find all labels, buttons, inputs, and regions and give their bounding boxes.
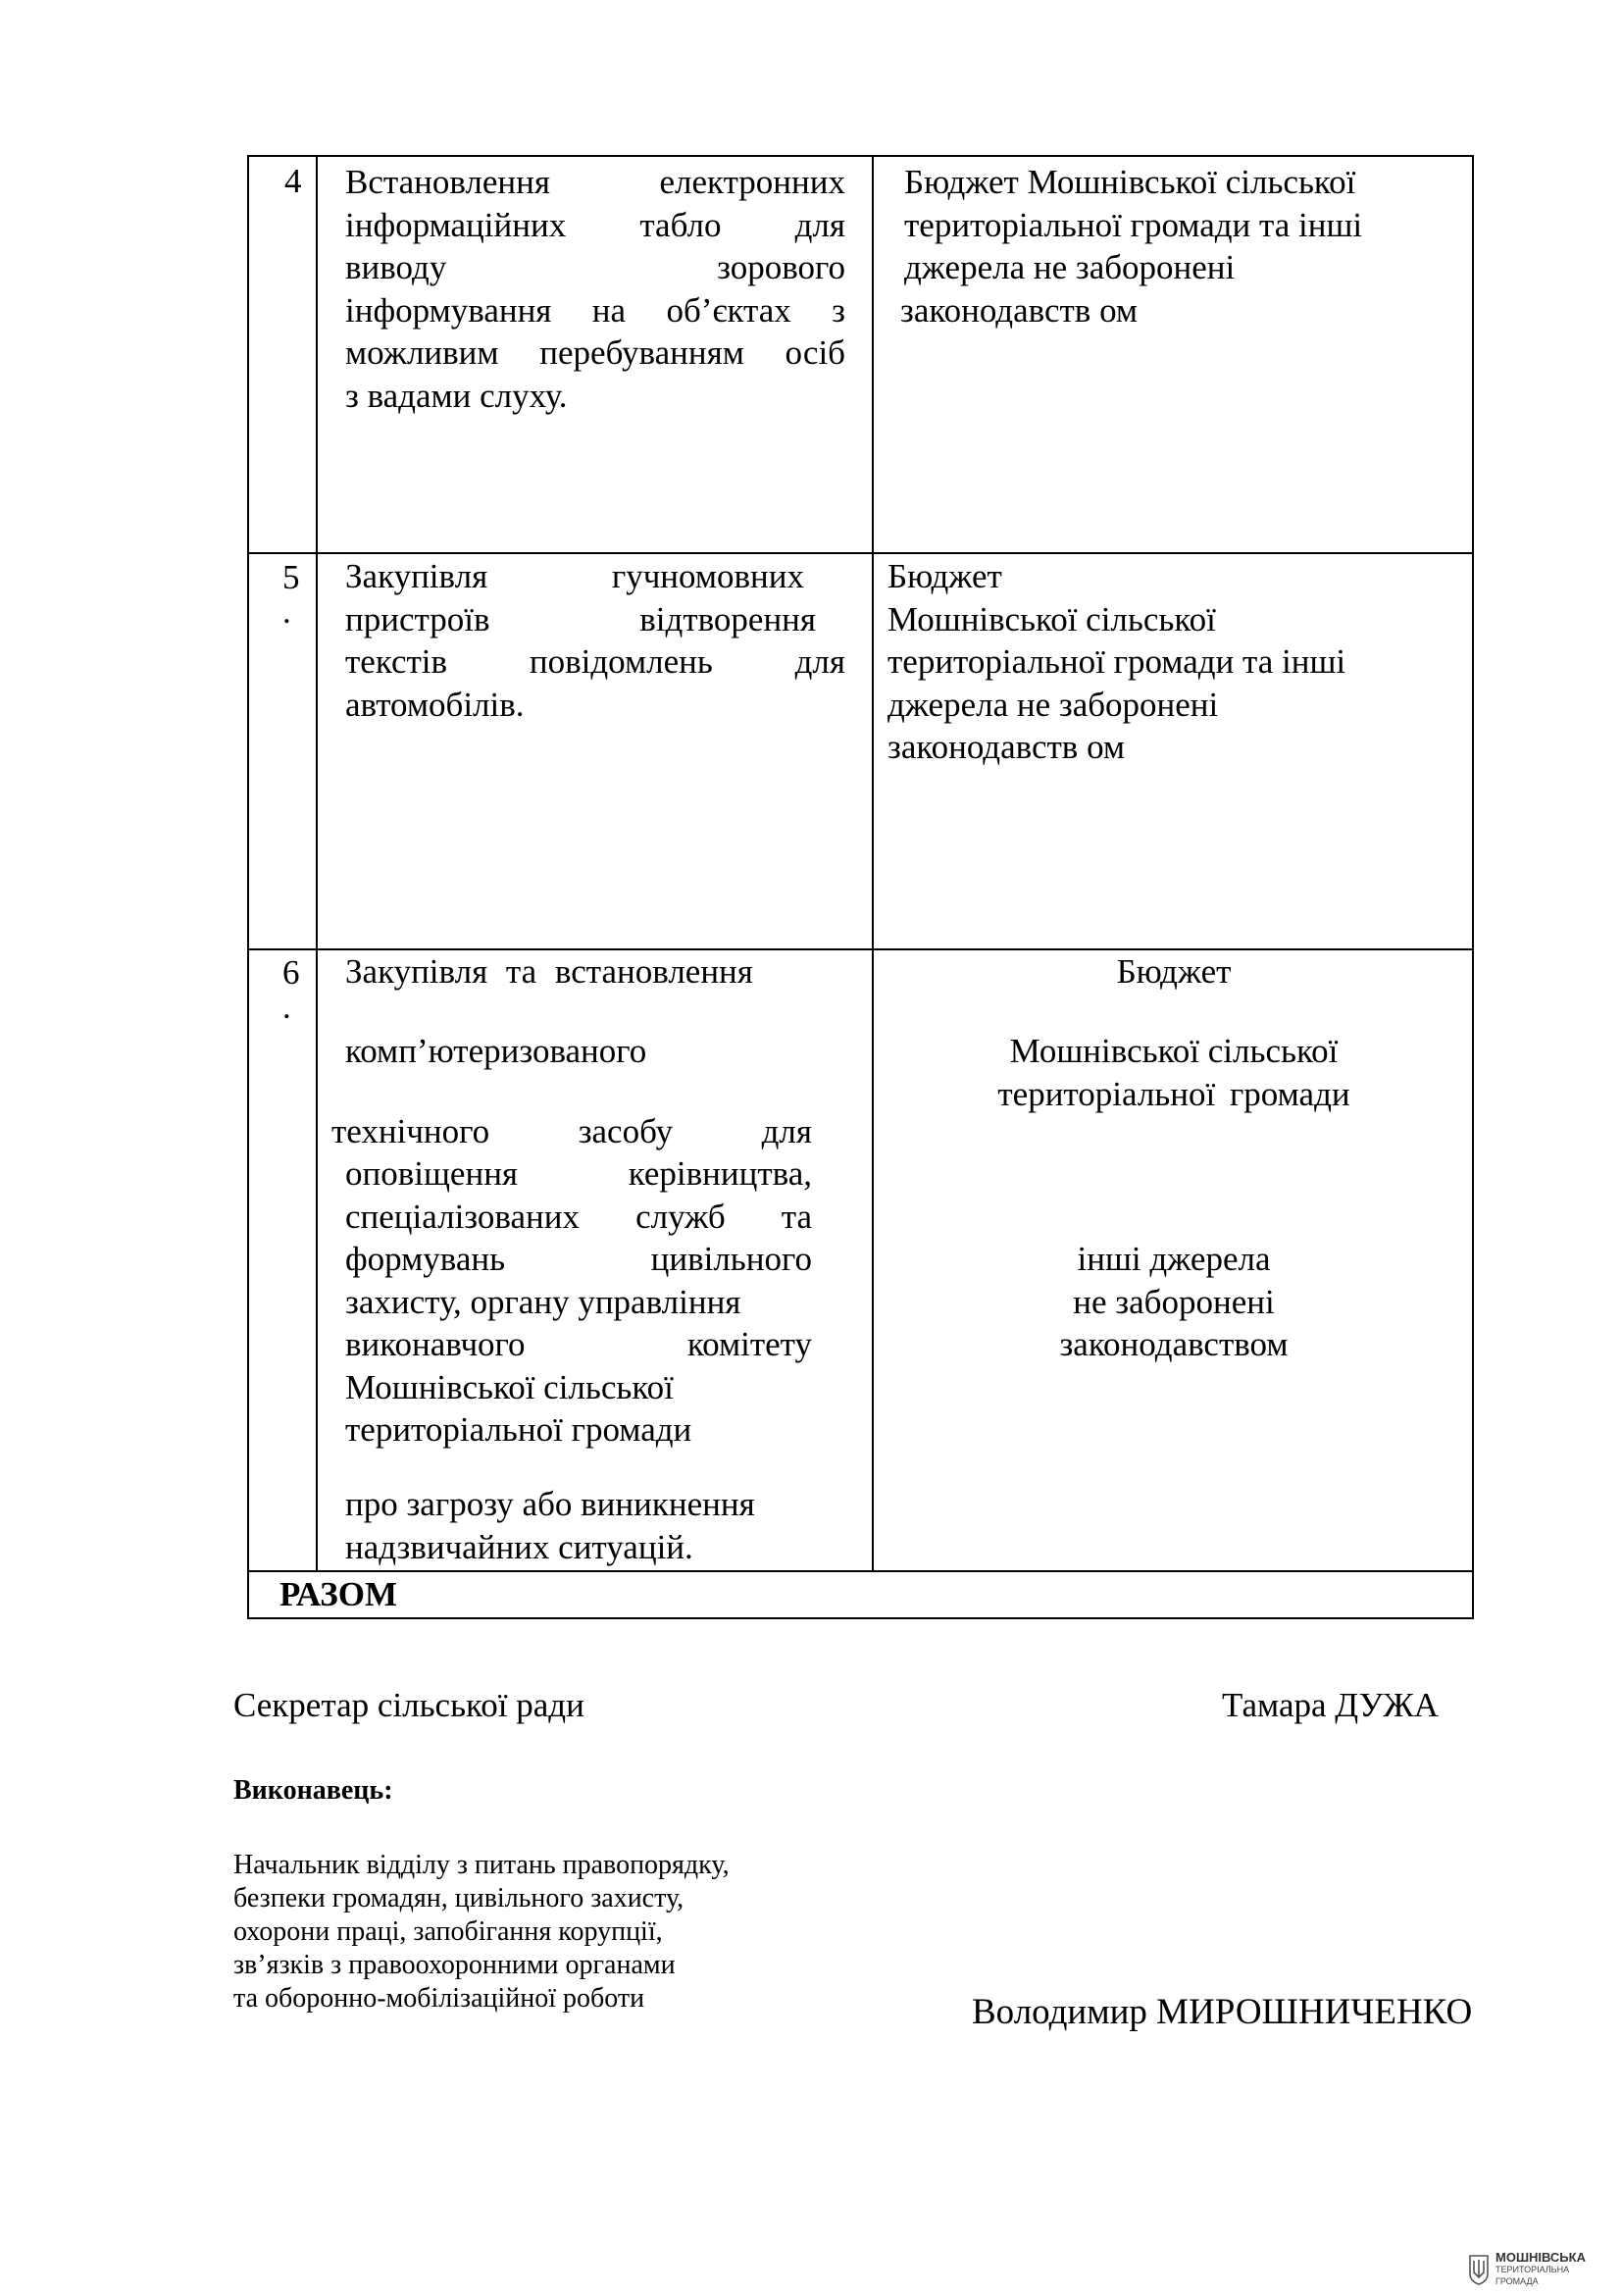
secretary-title: Секретар сільської ради <box>233 1686 584 1724</box>
row-number: 5 . <box>282 558 300 631</box>
measure-cell-block: технічного засобу для <box>331 1112 812 1150</box>
funding-source-cell: Бюджет <box>1116 952 1232 991</box>
logo-text: МОШНІВСЬКА ТЕРИТОРІАЛЬНА ГРОМАДА <box>1495 2250 1586 2286</box>
measure-cell: Закупівля гучномовних пристроїв відтворення текстів повідомлень для автомобілів. <box>345 557 845 724</box>
measure-cell-block: оповіщення керівництва, спеціалізованих служб та формувань цивільного захисту, органу управління виконавчого комітету Мошнівської сільської територіальної громади <box>345 1154 812 1449</box>
community-logo <box>1468 2252 1586 2287</box>
measure-cell-line: комп’ютеризованого <box>345 1032 647 1070</box>
trident-emblem-icon <box>1468 2254 1490 2285</box>
total-label: РАЗОМ <box>279 1575 398 1613</box>
executor-position: Начальник відділу з питань правопорядку, безпеки громадян, цивільного захисту, охорони праці, запобігання корупції, зв’язків з правоохоронними органами та оборонно-мобілізаційної роботи <box>233 1850 730 2014</box>
executor-label: Виконавець: <box>233 1775 393 1806</box>
secretary-name: Тамара ДУЖА <box>1222 1686 1439 1724</box>
funding-source-cell: Мошнівської сільської територіальної громади <box>997 1032 1350 1113</box>
funding-source-cell: інші джерела не заборонені законодавством <box>1059 1240 1289 1363</box>
executor-name: Володимир МИРОШНИЧЕНКО <box>972 1992 1473 2032</box>
funding-source-cell: Бюджет Мошнівської сільської територіальної громади та інші джерела не заборонені законодавств ом <box>900 163 1363 330</box>
measure-cell-tail: про загрозу або виникнення надзвичайних ситуацій. <box>345 1485 755 1566</box>
funding-source-cell: Бюджет Мошнівської сільської територіальної громади та інші джерела не заборонені законодавств ом <box>887 557 1346 766</box>
measure-cell: Встановлення електронних інформаційних табло для виводу зорового інформування на об’єктах з можливим перебуванням осіб з вадами слуху. <box>345 163 845 415</box>
row-number: 4 <box>284 162 302 200</box>
row-number: 6 . <box>282 953 300 1026</box>
measure-cell: Закупівля та встановлення <box>345 952 753 991</box>
